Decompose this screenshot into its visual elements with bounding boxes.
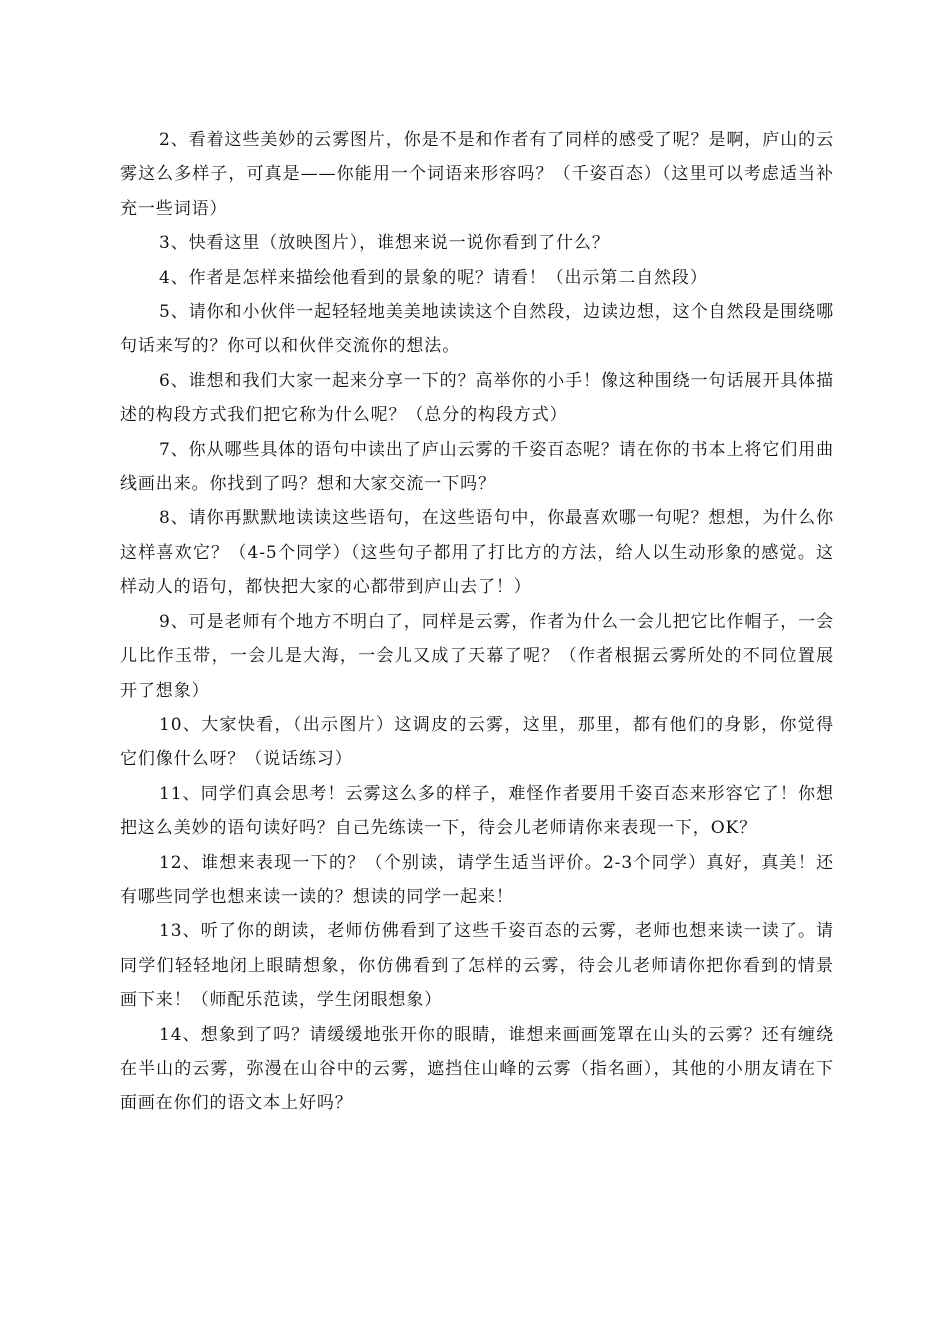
paragraph-14: 14、想象到了吗？请缓缓地张开你的眼睛，谁想来画画笼罩在山头的云雾？还有缠绕在半山的云雾，弥漫在山谷中的云雾，遮挡住山峰的云雾（指名画），其他的小朋友请在下面画在你们的语文本上好吗？ [120, 1024, 834, 1114]
paragraph-12: 12、谁想来表现一下的？（个别读，请学生适当评价。2-3个同学）真好，真美！还有哪些同学也想来读一读的？想读的同学一起来！ [120, 852, 834, 907]
paragraph-5: 5、请你和小伙伴一起轻轻地美美地读读这个自然段，边读边想，这个自然段是围绕哪句话来写的？你可以和伙伴交流你的想法。 [120, 302, 834, 357]
paragraph-3: 3、快看这里（放映图片），谁想来说一说你看到了什么？ [159, 233, 610, 254]
paragraph-10: 10、大家快看，（出示图片）这调皮的云雾，这里，那里，都有他们的身影，你觉得它们像什么呀？（说话练习） [120, 714, 834, 770]
paragraph-4: 4、作者是怎样来描绘他看到的景象的呢？请看！（出示第二自然段） [159, 267, 708, 288]
paragraph-11: 11、同学们真会思考！云雾这么多的样子，难怪作者要用千姿百态来形容它了！你想把这么美妙的语句读好吗？自己先练读一下，待会儿老师请你来表现一下，OK？ [120, 783, 834, 839]
paragraph-2: 2、看着这些美妙的云雾图片，你是不是和作者有了同样的感受了呢？是啊，庐山的云雾这么多样子，可真是——你能用一个词语来形容吗？（千姿百态）（这里可以考虑适当补充一些词语） [120, 130, 834, 219]
document-body [120, 123, 834, 1121]
paragraph-7: 7、你从哪些具体的语句中读出了庐山云雾的千姿百态呢？请在你的书本上将它们用曲线画出来。你找到了吗？想和大家交流一下吗？ [120, 439, 834, 495]
paragraph-9: 9、可是老师有个地方不明白了，同样是云雾，作者为什么一会儿把它比作帽子，一会儿比作玉带，一会儿是大海，一会儿又成了天幕了呢？（作者根据云雾所处的不同位置展开了想象） [120, 611, 834, 701]
paragraph-6: 6、谁想和我们大家一起来分享一下的？高举你的小手！像这种围绕一句话展开具体描述的构段方式我们把它称为什么呢？（总分的构段方式） [120, 370, 834, 426]
paragraph-8: 8、请你再默默地读读这些语句，在这些语句中，你最喜欢哪一句呢？想想，为什么你这样喜欢它？（4-5个同学）（这些句子都用了打比方的方法，给人以生动形象的感觉。这样动人的语句，都快把大家的心都带到庐山去了！） [120, 508, 834, 598]
paragraph-13: 13、听了你的朗读，老师仿佛看到了这些千姿百态的云雾，老师也想来读一读了。请同学们轻轻地闭上眼睛想象，你仿佛看到了怎样的云雾，待会儿老师请你把你看到的情景画下来！（师配乐范读，学生闭眼想象） [120, 921, 834, 1011]
